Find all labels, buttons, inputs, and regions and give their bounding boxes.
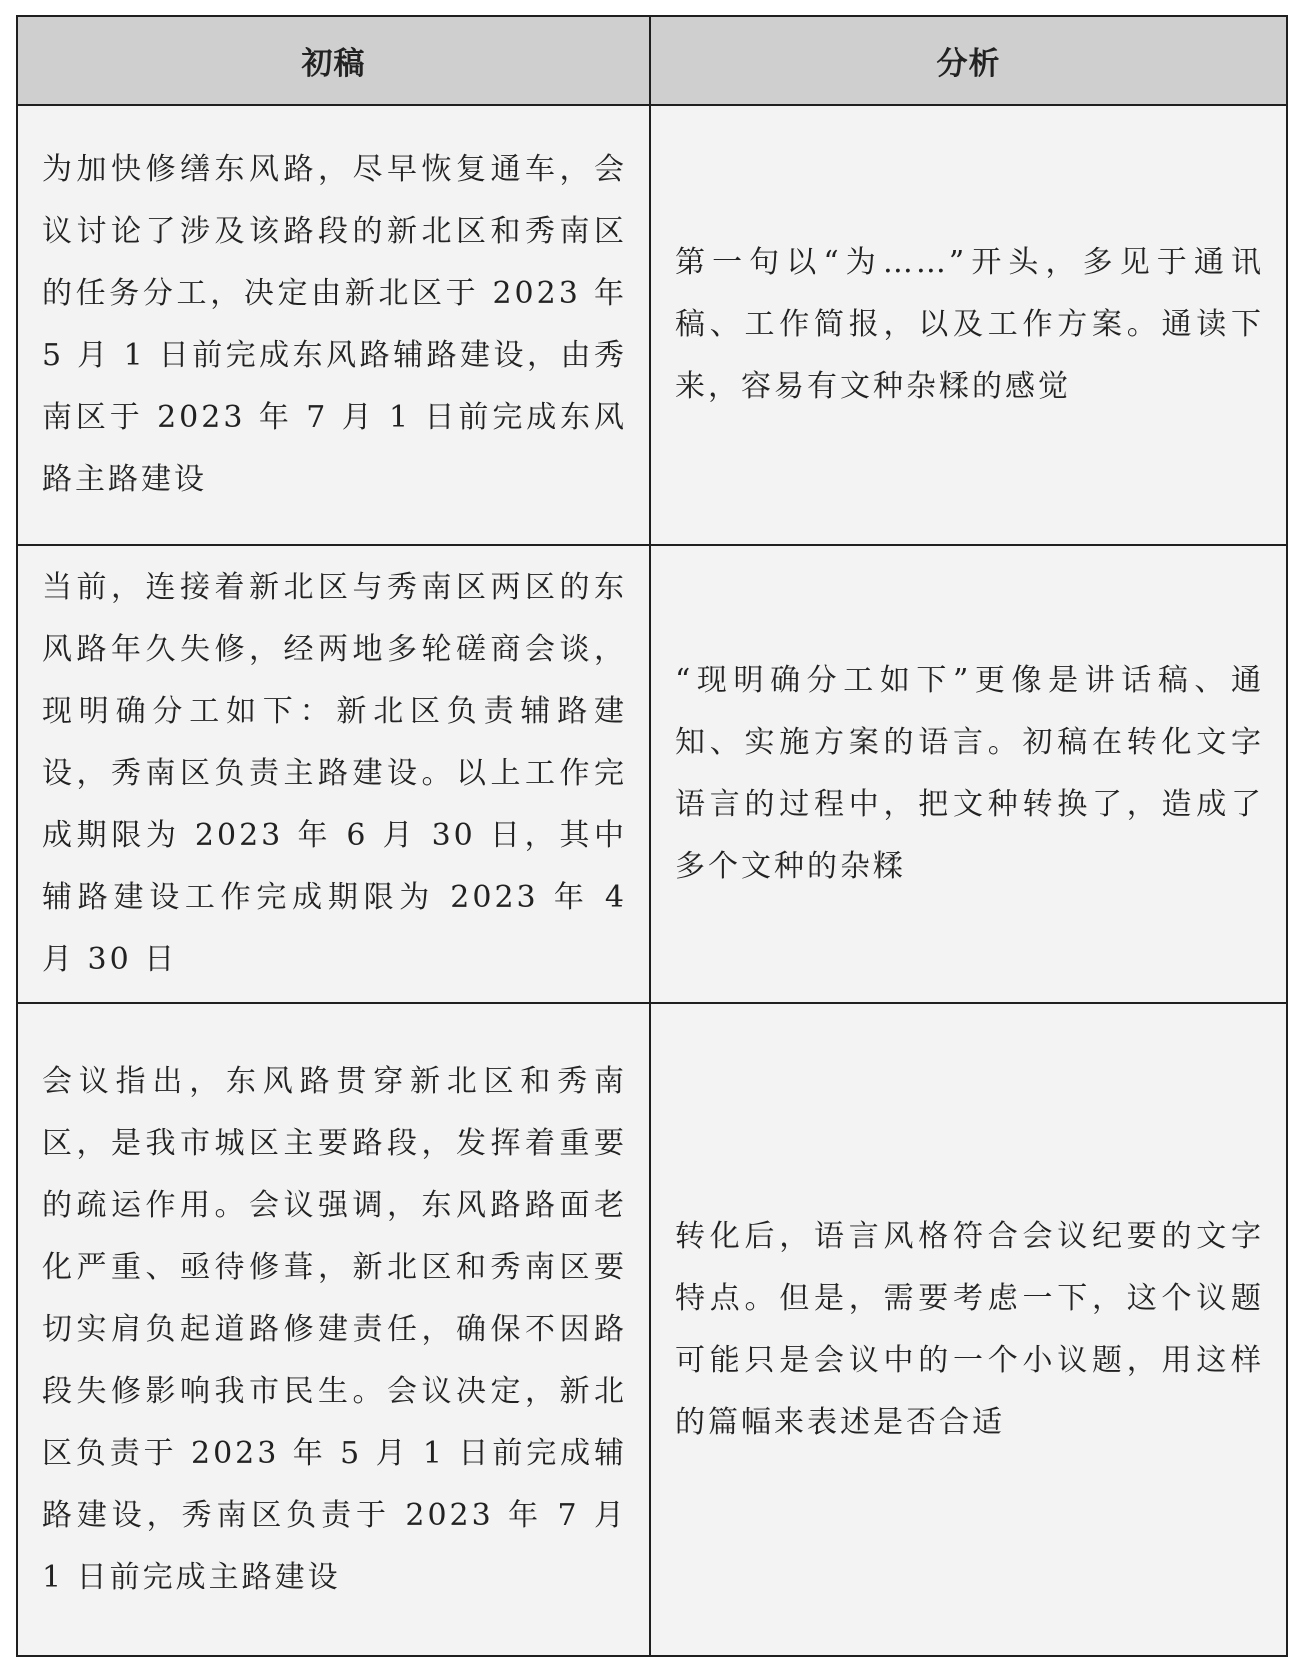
header-draft: 初稿 (17, 16, 650, 105)
table-row (17, 1003, 1287, 1656)
table-header-row (17, 16, 1287, 105)
analysis-cell: 第一句以“为……”开头，多见于通讯稿、工作简报，以及工作方案。通读下来，容易有文种杂糅的感觉 (650, 105, 1287, 545)
table-row (17, 545, 1287, 1003)
analysis-cell: “现明确分工如下”更像是讲话稿、通知、实施方案的语言。初稿在转化文字语言的过程中，把文种转换了，造成了多个文种的杂糅 (650, 545, 1287, 1003)
draft-cell: 为加快修缮东风路，尽早恢复通车，会议讨论了涉及该路段的新北区和秀南区的任务分工，决定由新北区于 2023 年 5 月 1 日前完成东风路辅路建设，由秀南区于 2023 年 7 月 1 日前完成东风路主路建设 (17, 105, 650, 545)
table-row (17, 105, 1287, 545)
comparison-table (16, 15, 1288, 1657)
draft-cell: 会议指出，东风路贯穿新北区和秀南区，是我市城区主要路段，发挥着重要的疏运作用。会议强调，东风路路面老化严重、亟待修葺，新北区和秀南区要切实肩负起道路修建责任，确保不因路段失修影响我市民生。会议决定，新北区负责于 2023 年 5 月 1 日前完成辅路建设，秀南区负责于 2023 年 7 月 1 日前完成主路建设 (17, 1003, 650, 1656)
draft-cell: 当前，连接着新北区与秀南区两区的东风路年久失修，经两地多轮磋商会谈，现明确分工如下：新北区负责辅路建设，秀南区负责主路建设。以上工作完成期限为 2023 年 6 月 30 日，其中辅路建设工作完成期限为 2023 年 4 月 30 日 (17, 545, 650, 1003)
header-analysis: 分析 (650, 16, 1287, 105)
analysis-cell: 转化后，语言风格符合会议纪要的文字特点。但是，需要考虑一下，这个议题可能只是会议中的一个小议题，用这样的篇幅来表述是否合适 (650, 1003, 1287, 1656)
